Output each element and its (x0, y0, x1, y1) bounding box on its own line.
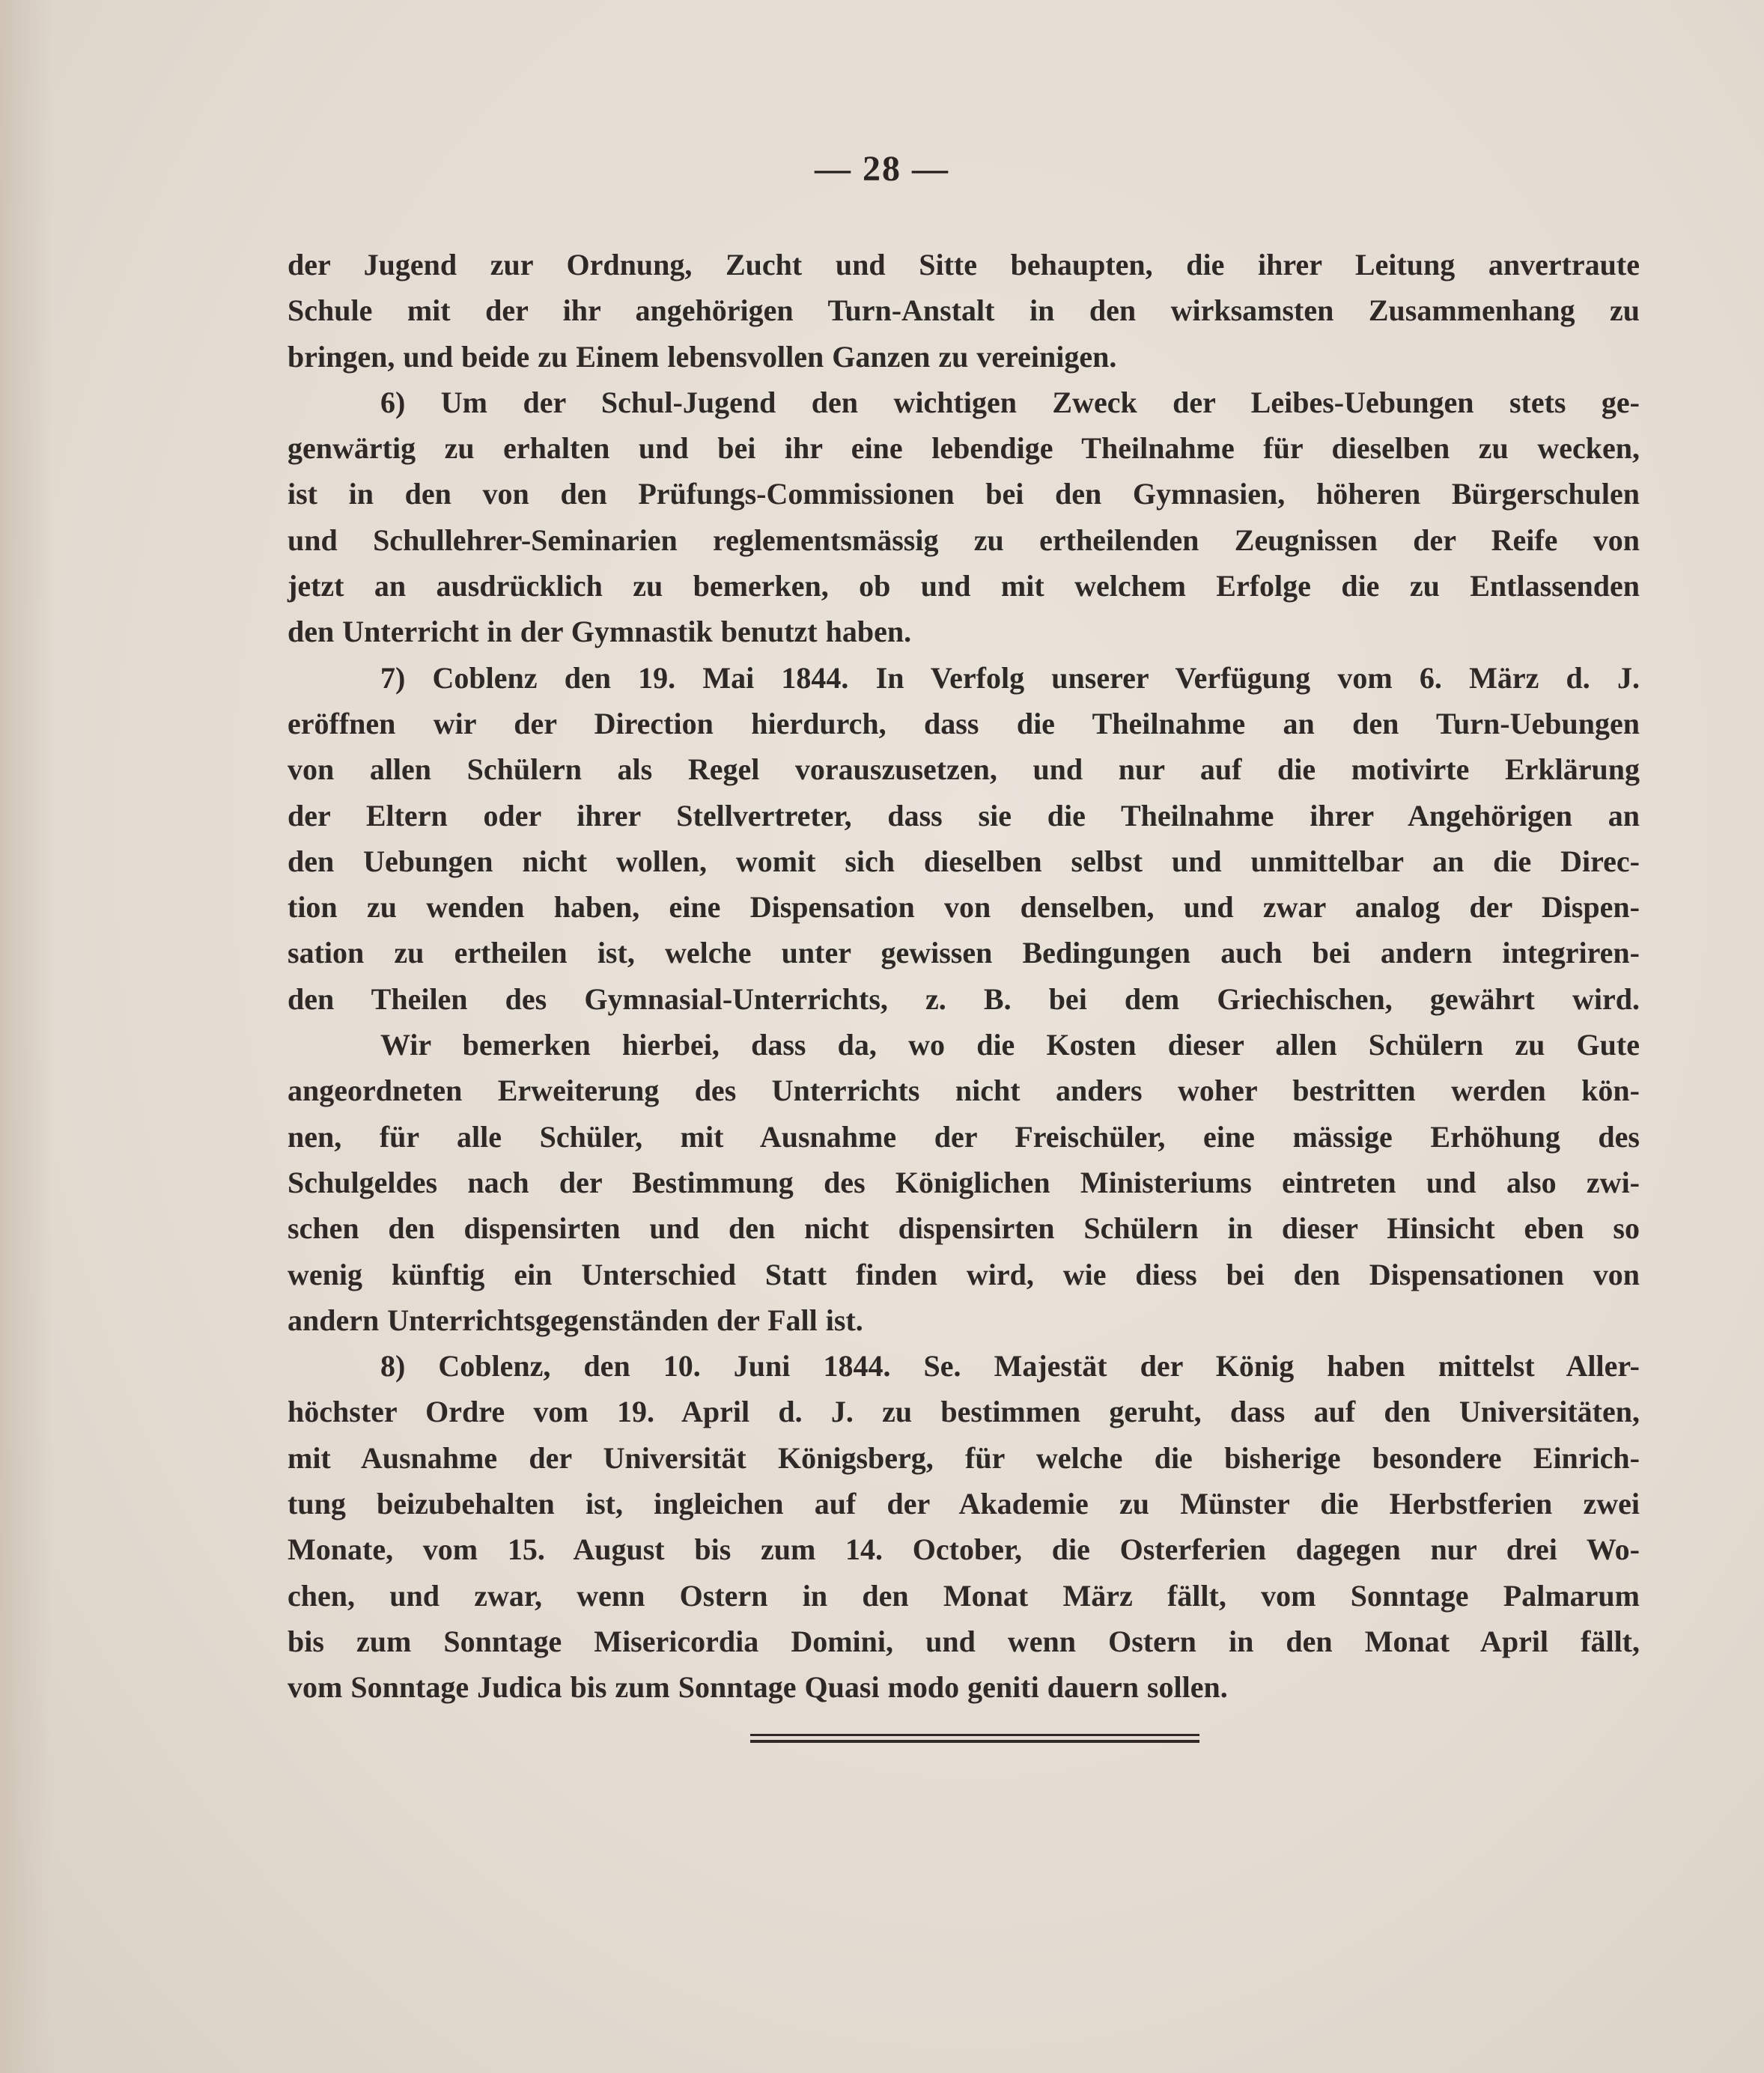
text-line: tung beizubehalten ist, ingleichen auf der Akademie zu Münster die Herbstferien zwei (288, 1487, 1640, 1521)
rule-thick-line (750, 1740, 1199, 1743)
text-line: chen, und zwar, wenn Ostern in den Monat März fällt, vom Sonntage Palmarum (288, 1578, 1640, 1613)
text-line: höchster Ordre vom 19. April d. J. zu bestimmen geruht, dass auf den Universitäten, (288, 1395, 1640, 1429)
text-line: sation zu ertheilen ist, welche unter gewissen Bedingungen auch bei andern integriren- (288, 936, 1640, 970)
text-line: Monate, vom 15. August bis zum 14. October, die Osterferien dagegen nur drei Wo- (288, 1532, 1640, 1567)
text-line: und Schullehrer-Seminarien reglementsmässig zu ertheilenden Zeugnissen der Reife von (288, 523, 1640, 557)
text-line: den Uebungen nicht wollen, womit sich dieselben selbst und unmittelbar an die Direc- (288, 844, 1640, 878)
text-line: tion zu wenden haben, eine Dispensation von denselben, und zwar analog der Dispen- (288, 890, 1640, 925)
text-line: bis zum Sonntage Misericordia Domini, und wenn Ostern in den Monat April fällt, (288, 1624, 1640, 1658)
paragraph-continuation-start: Wir bemerken hierbei, dass da, wo die Kosten dieser allen Schülern zu Gute (380, 1028, 1640, 1062)
text-line: schen den dispensirten und den nicht dispensirten Schülern in dieser Hinsicht eben so (288, 1211, 1640, 1246)
text-line: von allen Schülern als Regel vorauszusetzen, und nur auf die motivirte Erklärung (288, 752, 1640, 787)
body-text (288, 242, 1640, 1711)
page-number: — 28 — (815, 149, 949, 189)
text-line: angeordneten Erweiterung des Unterrichts nicht anders woher bestritten werden kön- (288, 1074, 1640, 1108)
text-line: der Eltern oder ihrer Stellvertreter, dass sie die Theilnahme ihrer Angehörigen an (288, 798, 1640, 832)
text-line: ist in den von den Prüfungs-Commissionen bei den Gymnasien, höheren Bürgerschulen (288, 477, 1640, 511)
text-line: nen, für alle Schüler, mit Ausnahme der Freischüler, eine mässige Erhöhung des (288, 1119, 1640, 1154)
paragraph-6-start: 6) Um der Schul-Jugend den wichtigen Zweck der Leibes-Uebungen stets ge- (380, 385, 1640, 419)
text-line: eröffnen wir der Direction hierdurch, dass die Theilnahme an den Turn-Uebungen (288, 706, 1640, 740)
paragraph-8-start: 8) Coblenz, den 10. Juni 1844. Se. Majestät der König haben mittelst Aller- (380, 1349, 1640, 1383)
page-edge-shadow (0, 0, 52, 2073)
paragraph-7-start: 7) Coblenz den 19. Mai 1844. In Verfolg unserer Verfügung vom 6. März d. J. (380, 660, 1640, 695)
text-line: bringen, und beide zu Einem lebensvollen Ganzen zu vereinigen. (288, 339, 1117, 374)
text-line: Schule mit der ihr angehörigen Turn-Anstalt in den wirksamsten Zusammenhang zu (288, 293, 1640, 328)
text-line: der Jugend zur Ordnung, Zucht und Sitte behaupten, die ihrer Leitung anvertraute (288, 248, 1640, 281)
text-line: vom Sonntage Judica bis zum Sonntage Quasi modo geniti dauern sollen. (288, 1670, 1228, 1705)
text-line: jetzt an ausdrücklich zu bemerken, ob und mit welchem Erfolge die zu Entlassenden (288, 569, 1640, 603)
text-line: Schulgeldes nach der Bestimmung des Königlichen Ministeriums eintreten und also zwi- (288, 1165, 1640, 1199)
rule-thin-line (750, 1734, 1199, 1736)
text-line: wenig künftig ein Unterschied Statt finden wird, wie diess bei den Dispensationen von (288, 1257, 1640, 1291)
text-line: andern Unterrichtsgegenständen der Fall ist. (288, 1303, 863, 1337)
text-line: mit Ausnahme der Universität Königsberg, für welche die bisherige besondere Einrich- (288, 1440, 1640, 1475)
double-rule-divider (750, 1734, 1199, 1744)
text-line: den Unterricht in der Gymnastik benutzt haben. (288, 615, 912, 649)
text-line: den Theilen des Gymnasial-Unterrichts, z. B. bei dem Griechischen, gewährt wird. (288, 981, 1640, 1016)
text-line: genwärtig zu erhalten und bei ihr eine lebendige Theilnahme für dieselben zu wecken, (288, 431, 1640, 466)
